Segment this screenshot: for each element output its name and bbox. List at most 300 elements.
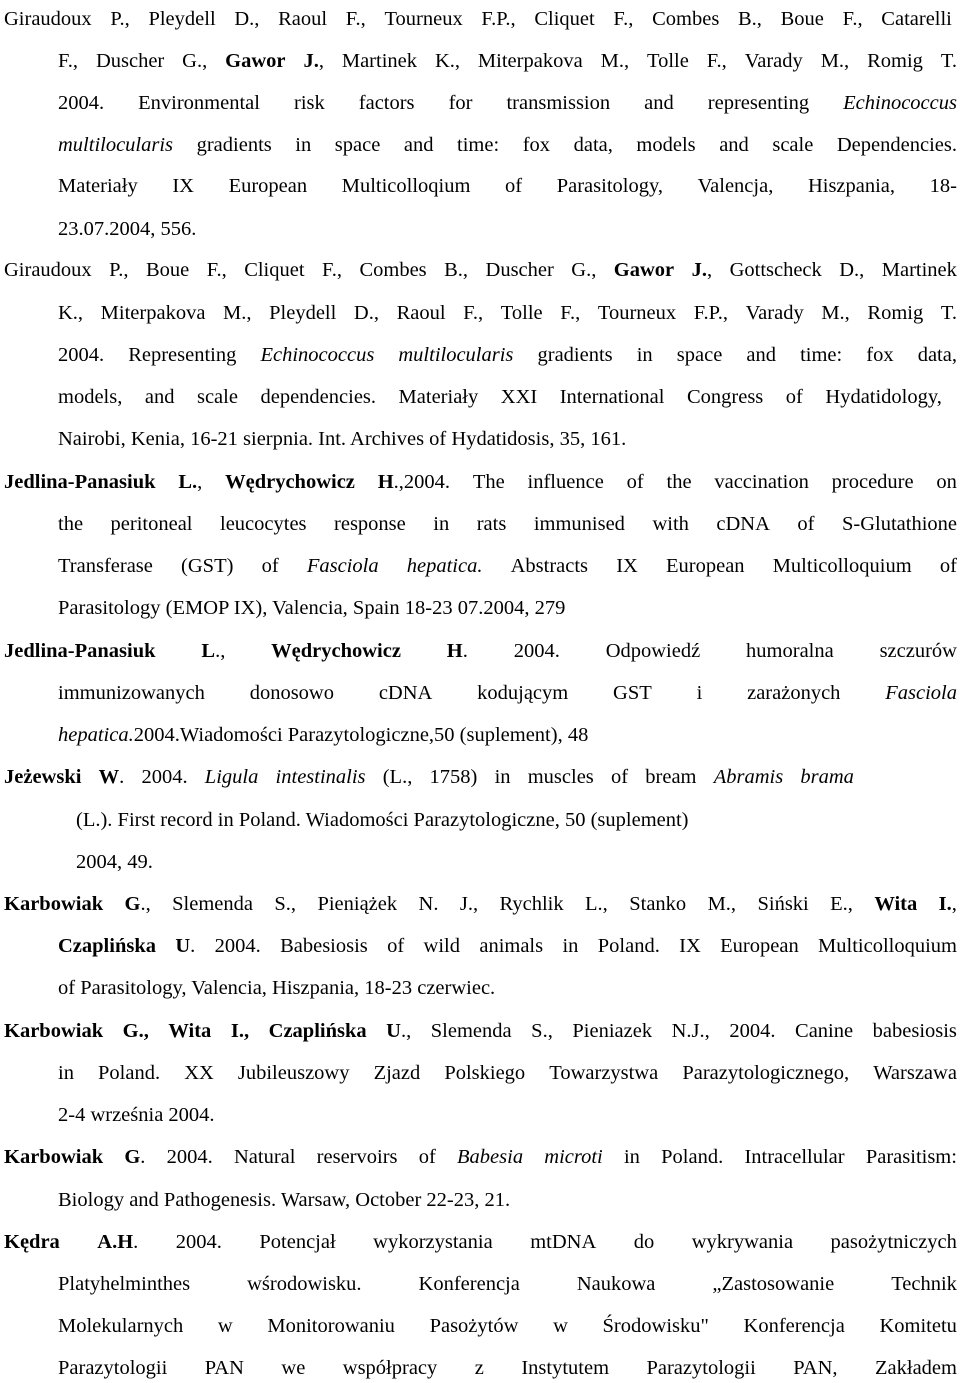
word: [531, 1016, 553, 1046]
text-run: K.,: [434, 50, 460, 72]
word: [271, 636, 401, 666]
text-run: The: [472, 471, 505, 493]
text-run: i: [696, 682, 703, 704]
text-run: w: [553, 1315, 568, 1337]
word: [430, 762, 478, 792]
word: [505, 171, 522, 201]
word: [433, 509, 449, 539]
text-run: M.,: [600, 50, 630, 72]
text-run: .: [119, 766, 125, 788]
word: [603, 1311, 709, 1341]
text-run: zarażonych: [747, 682, 841, 704]
word: [123, 1016, 149, 1046]
word: [557, 171, 663, 201]
word: [460, 889, 478, 919]
word: [746, 298, 804, 328]
text-run: ,: [318, 50, 324, 72]
word: [837, 130, 957, 160]
reference-line: [58, 298, 957, 328]
text-run: Romig: [867, 50, 923, 72]
text-run: models: [636, 134, 696, 156]
word: [880, 636, 957, 666]
text-run: współpracy: [342, 1357, 438, 1379]
text-run: Ligula: [204, 766, 259, 788]
word: [560, 298, 580, 328]
reference-line: [58, 551, 957, 581]
text-run: Giraudoux: [4, 259, 92, 281]
word: [447, 636, 468, 666]
text-run: Czaplińska: [58, 935, 156, 957]
reference-line: [4, 1016, 957, 1046]
text-run: F.,: [706, 50, 727, 72]
text-run: M.,: [821, 302, 850, 324]
reference-line: [0, 1100, 960, 1130]
word: [58, 1311, 183, 1341]
word: [58, 1269, 190, 1299]
text-run: szczurów: [879, 640, 957, 662]
word: [634, 1227, 655, 1257]
word: [384, 4, 462, 34]
text-run: Boue: [780, 8, 824, 30]
word: [479, 931, 543, 961]
text-run: European: [228, 175, 308, 197]
word: [481, 4, 515, 34]
text-run: hepatica.: [58, 724, 134, 746]
word: [523, 130, 550, 160]
word: [378, 467, 450, 497]
word: [830, 889, 853, 919]
text-run: (L.,: [382, 766, 413, 788]
text-run: 2004.Wiadomości Parazytologiczne,50 (suplement), 48: [133, 724, 589, 746]
text-run: .: [133, 1231, 139, 1253]
text-run: .: [140, 1146, 146, 1168]
text-run: European: [720, 935, 799, 957]
reference-line: [4, 467, 957, 497]
reference-line: [58, 1353, 957, 1383]
text-run: Varady: [744, 50, 803, 72]
word: [500, 889, 564, 919]
word: [636, 130, 695, 160]
word: [940, 551, 957, 581]
word: [98, 1058, 160, 1088]
text-run: Babesiosis: [280, 935, 368, 957]
text-run: M.,: [707, 893, 737, 915]
word: [317, 889, 397, 919]
word: [259, 1227, 335, 1257]
word: [478, 46, 583, 76]
word: [679, 931, 701, 961]
text-run: Naukowa: [576, 1273, 656, 1295]
word: [795, 1016, 853, 1046]
text-run: Materiały: [58, 175, 138, 197]
word: [4, 762, 81, 792]
text-run: kodującym: [477, 682, 569, 704]
text-run: hepatica.: [406, 555, 483, 577]
text-run: z: [474, 1357, 484, 1379]
reference-line: [58, 130, 957, 160]
text-run: Duscher: [485, 259, 554, 281]
text-run: M.,: [820, 50, 850, 72]
word: [58, 551, 153, 581]
word: [58, 46, 78, 76]
text-run: Hydatidology,: [825, 386, 942, 408]
reference-line: [0, 424, 960, 454]
text-run: F.,: [560, 302, 581, 324]
reference-line: [4, 636, 957, 666]
text-run: Instytutem: [521, 1357, 610, 1379]
word: [449, 88, 473, 118]
text-run: procedure: [831, 471, 914, 493]
text-run: microti: [544, 1146, 603, 1168]
text-run: time:: [457, 134, 500, 156]
word: [145, 382, 175, 412]
word: [280, 931, 368, 961]
text-run: International: [559, 386, 665, 408]
word: [225, 46, 285, 76]
text-run: S.,: [274, 893, 297, 915]
word: [745, 46, 803, 76]
word: [538, 340, 613, 370]
word: [629, 889, 686, 919]
text-run: Environmental: [138, 92, 260, 114]
text-run: D.,: [353, 302, 379, 324]
word: [786, 382, 803, 412]
text-run: Kędra: [4, 1231, 60, 1253]
reference-line: [0, 1185, 960, 1215]
word: [430, 1311, 519, 1341]
text-run: GST: [613, 682, 652, 704]
word: [58, 1058, 74, 1088]
word: [720, 931, 799, 961]
text-run: F.,: [322, 259, 343, 281]
text-run: we: [281, 1357, 306, 1379]
word: [4, 889, 103, 919]
word: [744, 1142, 844, 1172]
text-run: Polskiego: [444, 1062, 526, 1084]
text-run: .,: [140, 893, 151, 915]
reference-line: [58, 88, 957, 118]
word: [125, 889, 151, 919]
text-run: U: [175, 935, 191, 957]
reference-line: [58, 1311, 957, 1341]
text-run: wild: [423, 935, 460, 957]
text-run: T.: [940, 302, 957, 324]
word: [598, 298, 676, 328]
text-run: (GST): [181, 555, 234, 577]
line-text: [58, 1185, 510, 1215]
word: [457, 130, 499, 160]
word: [744, 1311, 845, 1341]
text-run: Babesia: [457, 1146, 524, 1168]
text-run: I.,: [230, 1020, 250, 1042]
word: [398, 340, 513, 370]
word: [793, 1353, 837, 1383]
text-run: Parazytologii: [58, 1357, 168, 1379]
word: [832, 467, 914, 497]
word: [707, 46, 727, 76]
text-run: of: [785, 386, 803, 408]
text-run: F.,: [842, 8, 863, 30]
text-run: transmission: [506, 92, 611, 114]
word: [374, 1058, 421, 1088]
text-run: Jubileuszowy: [237, 1062, 350, 1084]
word: [111, 509, 193, 539]
word: [939, 889, 957, 919]
word: [197, 130, 272, 160]
text-run: U: [386, 1020, 401, 1042]
word: [577, 1269, 656, 1299]
text-run: Wita: [168, 1020, 212, 1042]
word: [867, 46, 923, 76]
word: [303, 46, 324, 76]
line-text: [58, 720, 588, 750]
word: [867, 298, 923, 328]
text-run: K.,: [58, 302, 84, 324]
text-run: L.,: [585, 893, 608, 915]
word: [495, 762, 511, 792]
word: [843, 88, 957, 118]
text-run: Abramis: [713, 766, 784, 788]
word: [521, 1353, 609, 1383]
text-run: Wędrychowicz: [225, 471, 355, 493]
text-run: of: [387, 935, 405, 957]
text-run: and: [144, 386, 175, 408]
text-run: Boue: [145, 259, 190, 281]
text-run: bream: [645, 766, 697, 788]
word: [58, 171, 138, 201]
text-run: (L.). First record in Poland. Wiadomości Parazytologiczne, 50 (suplement): [76, 809, 689, 831]
text-run: F.,: [345, 8, 366, 30]
word: [346, 4, 366, 34]
text-run: F.P.,: [693, 302, 729, 324]
word: [698, 171, 774, 201]
word: [262, 551, 279, 581]
word: [682, 1058, 849, 1088]
text-run: Tourneux: [384, 8, 463, 30]
text-run: Parazytologii: [646, 1357, 756, 1379]
word: [882, 255, 957, 285]
reference-line: [58, 46, 957, 76]
text-run: Giraudoux: [4, 8, 92, 30]
text-run: do: [633, 1231, 655, 1253]
text-run: Pleydell: [148, 8, 216, 30]
word: [247, 1269, 361, 1299]
word: [404, 130, 434, 160]
line-text: [76, 805, 689, 835]
word: [918, 340, 957, 370]
text-run: in: [433, 513, 450, 535]
reference-line: [4, 1227, 957, 1257]
word: [334, 509, 406, 539]
word: [220, 509, 307, 539]
word: [875, 1353, 957, 1383]
word: [463, 298, 483, 328]
word: [672, 1016, 710, 1046]
reference-line: [0, 973, 960, 1003]
word: [4, 255, 92, 285]
word: [4, 4, 92, 34]
text-run: G: [124, 1146, 141, 1168]
text-run: muscles: [527, 766, 594, 788]
text-run: representing: [707, 92, 810, 114]
word: [178, 467, 202, 497]
word: [800, 340, 842, 370]
word: [627, 467, 644, 497]
text-run: Canine: [795, 1020, 854, 1042]
word: [148, 4, 215, 34]
text-run: Poland.: [597, 935, 660, 957]
word: [407, 551, 483, 581]
word: [506, 88, 610, 118]
text-run: of: [261, 555, 279, 577]
word: [692, 1227, 793, 1257]
text-run: Wędrychowicz: [271, 640, 401, 662]
word: [818, 931, 957, 961]
word: [58, 382, 122, 412]
word: [172, 171, 194, 201]
word: [773, 551, 912, 581]
text-run: 2004.: [58, 344, 105, 366]
word: [343, 1353, 438, 1383]
word: [379, 678, 433, 708]
word: [601, 46, 629, 76]
line-text: [58, 424, 626, 454]
word: [58, 678, 205, 708]
text-run: wśrodowisku.: [247, 1273, 362, 1295]
word: [176, 1227, 222, 1257]
word: [781, 4, 824, 34]
text-run: data,: [917, 344, 957, 366]
text-run: in: [562, 935, 579, 957]
text-run: XX: [184, 1062, 214, 1084]
word: [661, 1142, 723, 1172]
word: [205, 762, 259, 792]
text-run: of: [418, 1146, 436, 1168]
word: [435, 46, 460, 76]
text-run: Tourneux: [597, 302, 677, 324]
word: [359, 255, 426, 285]
word: [687, 382, 763, 412]
word: [738, 4, 762, 34]
text-run: I.: [938, 893, 952, 915]
text-run: Tolle: [647, 50, 689, 72]
word: [646, 1353, 755, 1383]
word: [225, 467, 355, 497]
text-run: Molekularnych: [58, 1315, 184, 1337]
word: [746, 636, 834, 666]
text-run: with: [652, 513, 689, 535]
text-run: time:: [800, 344, 843, 366]
word: [757, 889, 808, 919]
word: [562, 931, 578, 961]
text-run: Parasitology,: [556, 175, 664, 197]
word: [146, 255, 189, 285]
word: [528, 467, 604, 497]
text-run: humoralna: [746, 640, 834, 662]
text-run: PAN,: [793, 1357, 838, 1379]
text-run: Combes: [652, 8, 720, 30]
text-run: Fasciola: [885, 682, 957, 704]
reference-line: [58, 931, 957, 961]
word: [842, 509, 957, 539]
word: [175, 931, 195, 961]
word: [692, 255, 713, 285]
text-run: w: [217, 1315, 233, 1337]
text-run: 1758): [429, 766, 478, 788]
text-run: Gawor: [225, 50, 286, 72]
word: [234, 4, 259, 34]
text-run: fox: [522, 134, 551, 156]
text-run: Pleydell: [269, 302, 337, 324]
word: [930, 171, 957, 201]
reference-line: [4, 889, 957, 919]
text-run: Karbowiak: [4, 893, 104, 915]
word: [260, 340, 374, 370]
text-run: Cliquet: [244, 259, 305, 281]
text-run: B.,: [738, 8, 762, 30]
text-run: of: [505, 175, 523, 197]
word: [386, 1016, 411, 1046]
word: [874, 889, 917, 919]
text-run: models,: [58, 386, 123, 408]
text-run: Raoul: [278, 8, 328, 30]
text-run: in: [494, 766, 511, 788]
text-run: Combes: [359, 259, 427, 281]
word: [475, 1353, 484, 1383]
word: [652, 4, 719, 34]
word: [58, 509, 83, 539]
text-run: mtDNA: [530, 1231, 597, 1253]
text-run: Czaplińska: [268, 1020, 367, 1042]
text-run: Natural: [233, 1146, 296, 1168]
text-run: of: [610, 766, 629, 788]
text-run: E.,: [830, 893, 853, 915]
reference-line: [58, 678, 957, 708]
text-run: intestinalis: [275, 766, 366, 788]
word: [473, 467, 505, 497]
word: [571, 255, 596, 285]
text-run: .,2004.: [393, 471, 451, 493]
word: [335, 130, 381, 160]
text-run: Jedlina-Panasiuk: [4, 471, 156, 493]
word: [530, 1227, 596, 1257]
word: [457, 1142, 523, 1172]
text-run: L: [201, 640, 216, 662]
word: [719, 130, 749, 160]
text-run: Parasitology (EMOP IX), Valencia, Spain 18-23 07.2004, 279: [58, 597, 566, 619]
word: [511, 551, 588, 581]
text-run: Pieniążek: [317, 893, 398, 915]
text-run: 2004.: [166, 1146, 213, 1168]
text-run: Valencja,: [697, 175, 774, 197]
line-text: [58, 593, 565, 623]
word: [534, 509, 625, 539]
text-run: Poland.: [98, 1062, 161, 1084]
word: [294, 88, 325, 118]
word: [354, 298, 379, 328]
line-text: [58, 214, 196, 244]
word: [260, 382, 376, 412]
word: [514, 636, 560, 666]
text-run: Komitetu: [879, 1315, 957, 1337]
text-run: IX: [616, 555, 638, 577]
word: [267, 1311, 395, 1341]
text-run: Poland.: [661, 1146, 724, 1168]
text-run: Stanko: [629, 893, 687, 915]
text-run: .,: [215, 640, 226, 662]
word: [885, 678, 957, 708]
word: [58, 340, 104, 370]
